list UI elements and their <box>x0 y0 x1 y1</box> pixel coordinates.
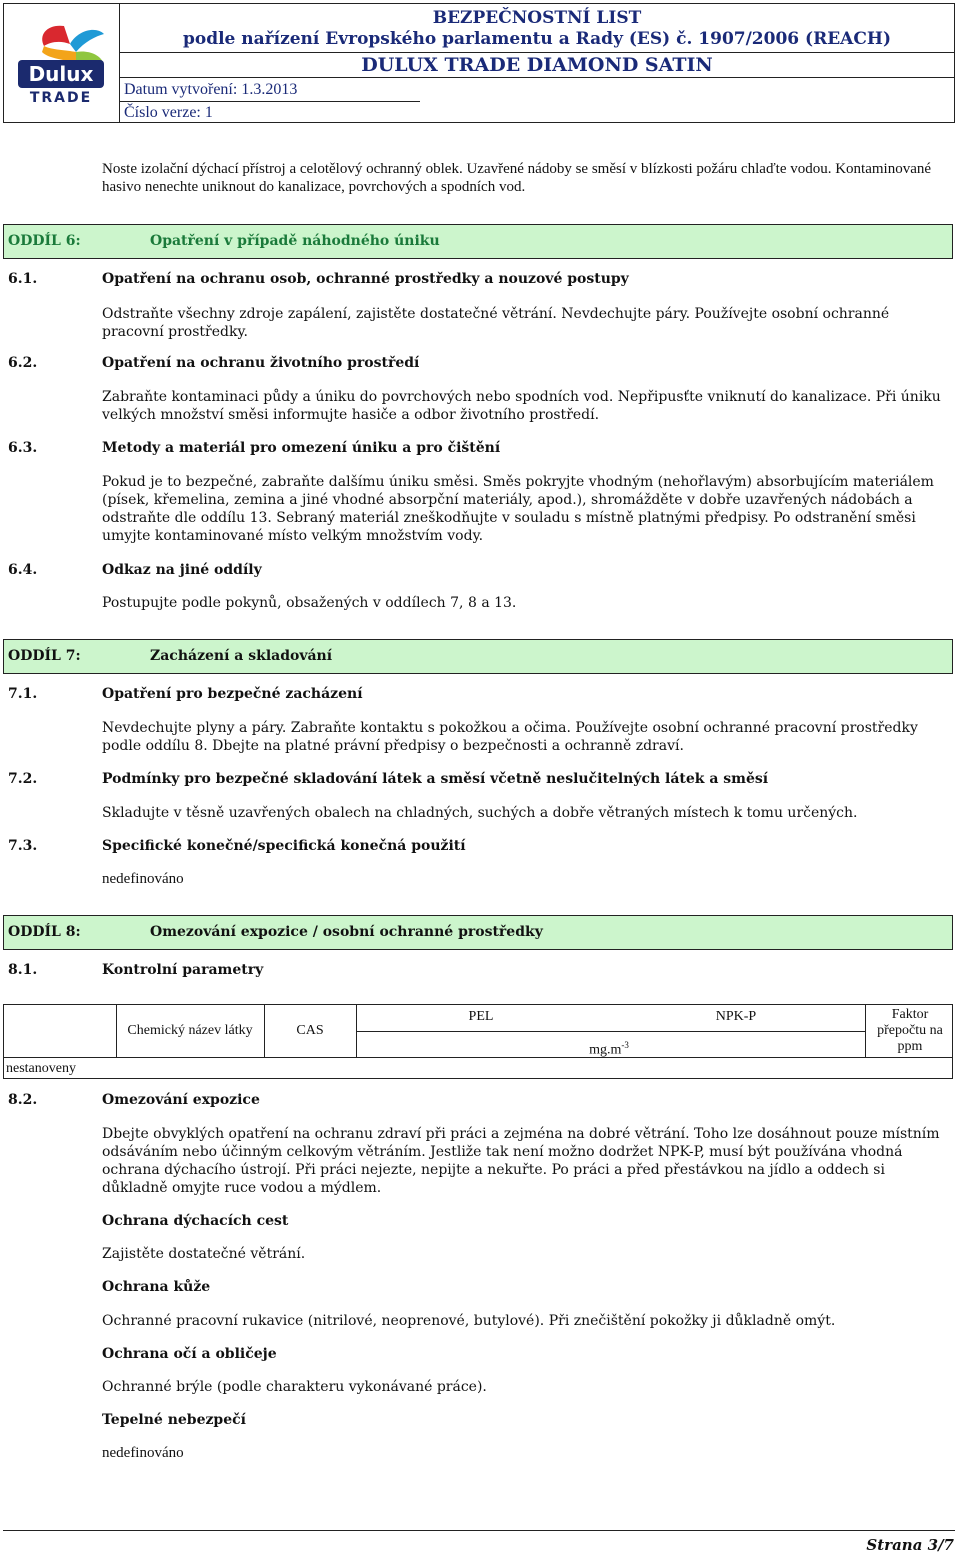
logo-area <box>4 4 120 122</box>
col-chemical-name: Chemický název látky <box>127 1023 253 1038</box>
s73-text: nedefinováno <box>102 871 184 887</box>
eye-protection-text: Ochranné brýle (podle charakteru vykonávané práce). <box>102 1379 487 1395</box>
regulation-title: podle nařízení Evropského parlamentu a Rady (ES) č. 1907/2006 (REACH) <box>182 29 891 49</box>
s72-number: 7.2. <box>8 771 38 787</box>
respiratory-protection-title: Ochrana dýchacích cest <box>102 1213 289 1229</box>
respiratory-protection-text: Zajistěte dostatečné větrání. <box>102 1246 306 1262</box>
col-unit: $mg.m^{-3}$ <box>589 1040 629 1058</box>
created-date: Datum vytvoření: 1.3.2013 <box>124 81 298 98</box>
section-7-title: Zacházení a skladování <box>150 648 333 664</box>
s64-number: 6.4. <box>8 562 38 578</box>
s81-number: 8.1. <box>8 962 38 978</box>
s61-title: Opatření na ochranu osob, ochranné prostředky a nouzové postupy <box>102 271 629 287</box>
section-8-bar <box>3 915 953 950</box>
s71-text: Nevdechujte plyny a páry. Zabraňte kontaktu s pokožkou a očima. Používejte osobní ochranné pracovní prostředky podle oddílu 8. Dbejte na platné právní předpisy o bezpečnosti a ochranně zdraví. <box>102 720 918 754</box>
thermal-hazard-title: Tepelné nebezpečí <box>102 1412 246 1428</box>
s61-number: 6.1. <box>8 271 38 287</box>
eye-protection-title: Ochrana očí a obličeje <box>102 1346 277 1362</box>
s82-title: Omezování expozice <box>102 1092 260 1108</box>
section-6-label: ODDÍL 6: <box>8 233 81 249</box>
section-7-bar <box>3 639 953 674</box>
svg-text:TRADE: TRADE <box>29 90 93 104</box>
col-conversion-factor: Faktor přepočtu na ppm <box>877 1007 943 1054</box>
thermal-hazard-text: nedefinováno <box>102 1445 184 1461</box>
s64-title: Odkaz na jiné oddíly <box>102 562 262 578</box>
dulux-logo <box>18 20 108 104</box>
section-8-title: Omezování expozice / osobní ochranné prostředky <box>150 924 543 940</box>
s61-text: Odstraňte všechny zdroje zapálení, zajistěte dostatečné větrání. Nevdechujte páry. Používejte osobní ochranné pracovní prostředky. <box>102 306 890 340</box>
s82-number: 8.2. <box>8 1092 38 1108</box>
section-7-label: ODDÍL 7: <box>8 648 81 664</box>
s62-title: Opatření na ochranu životního prostředí <box>102 355 420 371</box>
col-cas: CAS <box>296 1023 324 1038</box>
s73-title: Specifické konečné/specifická konečná použití <box>102 838 466 854</box>
s81-title: Kontrolní parametry <box>102 962 264 978</box>
section-6-bar <box>3 224 953 259</box>
svg-text:Dulux: Dulux <box>28 62 94 86</box>
section-6-title: Opatření v případě náhodného úniku <box>150 233 440 249</box>
section-8-label: ODDÍL 8: <box>8 924 81 940</box>
control-parameters-table <box>3 1004 953 1079</box>
s63-title: Metody a materiál pro omezení úniku a pro čištění <box>102 440 501 456</box>
doc-type-title: BEZPEČNOSTNÍ LIST <box>432 8 642 28</box>
intro-paragraph: Noste izolační dýchací přístroj a celotělový ochranný oblek. Uzavřené nádoby se směsí v blízkosti požáru chlaďte vodou. Kontaminované hasivo nenechte uniknout do kanalizace, povrchových a spodních vod. <box>102 161 932 195</box>
s63-number: 6.3. <box>8 440 38 456</box>
product-bar <box>120 52 954 78</box>
s82-text: Dbejte obvyklých opatření na ochranu zdraví při práci a zejména na dobré větrání. Toho lze dosáhnout pouze místním odsáváním nebo účinným celkovým větráním. Jestliže tak není možno dodržet NPK-P, musí být používána vhodná ochrana dýchacího ústrojí. Při práci nejezte, nepijte a nekuřte. Po práci a před přestávkou na jídlo a oddech si důkladně omyjte ruce vodou a mýdlem. <box>102 1126 940 1196</box>
product-name: DULUX TRADE DIAMOND SATIN <box>361 54 713 76</box>
table-row-value: nestanoveny <box>6 1061 76 1076</box>
page-number: Strana 3/7 <box>866 1536 954 1554</box>
col-npk-p: NPK-P <box>715 1009 757 1024</box>
skin-protection-title: Ochrana kůže <box>102 1279 211 1295</box>
footer-divider <box>3 1530 955 1531</box>
s72-text: Skladujte v těsně uzavřených obalech na chladných, suchých a dobře větraných místech k tomu určených. <box>102 805 858 821</box>
s73-number: 7.3. <box>8 838 38 854</box>
s71-number: 7.1. <box>8 686 38 702</box>
s62-text: Zabraňte kontaminaci půdy a úniku do povrchových nebo spodních vod. Nepřipusťte vniknutí do kanalizace. Při úniku velkých množství směsi informujte hasiče a odbor životního prostředí. <box>102 389 941 423</box>
s63-text: Pokud je to bezpečné, zabraňte dalšímu úniku směsi. Směs pokryjte vhodným (nehořlavým) absorbujícím materiálem (písek, křemelina, zemina a jiné vhodné absorpční materiály, apod.), shromážděte v dobře uzavřených nádobách a odstraňte dle oddílu 13. Sebraný materiál zneškodňujte v souladu s místně platnými předpisy. Po odstranění směsi umyjte kontaminované místo velkým množstvím vody. <box>102 474 934 544</box>
s62-number: 6.2. <box>8 355 38 371</box>
version-number: Číslo verze: 1 <box>124 104 213 121</box>
header-divider <box>120 101 420 102</box>
s72-title: Podmínky pro bezpečné skladování látek a směsí včetně neslučitelných látek a směsí <box>102 771 769 787</box>
document-header <box>3 3 955 123</box>
s71-title: Opatření pro bezpečné zacházení <box>102 686 363 702</box>
header-title-area <box>120 4 954 122</box>
skin-protection-text: Ochranné pracovní rukavice (nitrilové, neoprenové, butylové). Při znečištění pokožky ji důkladně omýt. <box>102 1313 836 1329</box>
s64-text: Postupujte podle pokynů, obsažených v oddílech 7, 8 a 13. <box>102 595 517 611</box>
col-pel: PEL <box>468 1009 494 1024</box>
